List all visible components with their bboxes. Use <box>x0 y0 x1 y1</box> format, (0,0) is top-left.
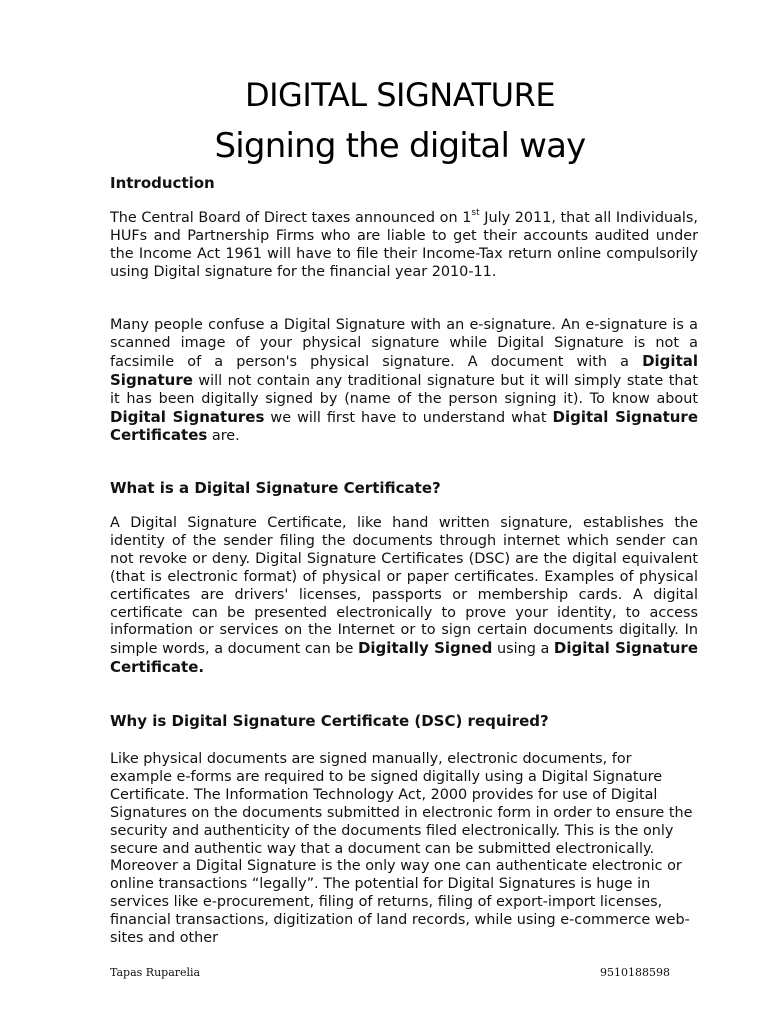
intro-p2-text-c: will not contain any traditional signature but it will simply state that it has been digitally signed by (name of the person signing it). To know about <box>110 372 698 407</box>
bold-term-digital-signatures: Digital Signatures <box>110 407 265 426</box>
ordinal-suffix: st <box>471 208 480 219</box>
document-subtitle: Signing the digital way <box>214 126 586 166</box>
section-heading-introduction: Introduction <box>110 174 215 192</box>
intro-paragraph-1 <box>110 210 698 282</box>
bold-term-digitally-signed: Digitally Signed <box>357 639 493 658</box>
section-heading-why-dsc-required: Why is Digital Signature Certificate (DSC) required? <box>110 712 549 730</box>
what-p-text-c: using a <box>492 641 554 658</box>
why-dsc-paragraph: Like physical documents are signed manually, electronic documents, for example e-forms are required to be signed digitally using a Digital Signature Certificate. The Information Technology Act, 2000 provides for use of Digital Signatures on the documents submitted in electronic form in order to ensure the security and authenticity of the documents filed electronically. This is the only secure and authentic way that a document can be submitted electronically. Moreover a Digital Signature is the only way one can authenticate electronic or online transactions “legally”. The potential for Digital Signatures is huge in services like e-procurement, filing of returns, filing of export-import licenses, financial transactions, digitization of land records, while using e-commerce web-sites and other <box>110 751 693 947</box>
section-heading-what-is-dsc: What is a Digital Signature Certificate? <box>110 479 441 497</box>
intro-p2-text-e: are. <box>207 428 240 445</box>
bold-term-digital-signature: Digital Signature <box>110 351 698 389</box>
intro-p2-text-d: we will first have to understand what <box>264 409 553 426</box>
intro-p2-text-a: Many people confuse a Digital Signature with an e-signature. An e-signature is a scanned image of your physical signature while Digital Signature is not a facsimile of a person's physical signature. A document with a <box>110 317 698 370</box>
what-is-dsc-paragraph <box>110 515 698 678</box>
bold-term-digital-signature-certificates: Digital Signature Certificates <box>110 407 698 445</box>
intro-paragraph-2 <box>110 317 698 446</box>
footer-author: Tapas Ruparelia <box>110 966 201 979</box>
intro-p1-text-b: July 2011, that all Individuals, HUFs and Partnership Firms who are liable to get their accounts audited under the Income Act 1961 will have to file their Income-Tax return online compulsorily using Digital signature for the financial year 2010-11. <box>110 210 698 280</box>
document-title: DIGITAL SIGNATURE <box>244 76 556 114</box>
bold-term-digital-signature-certificate: Digital Signature Certificate. <box>110 639 699 677</box>
footer-phone: 9510188598 <box>600 966 670 979</box>
intro-p1-text-a: The Central Board of Direct taxes announced on 1 <box>110 210 472 226</box>
what-p-text-a: A Digital Signature Certificate, like hand written signature, establishes the identity of the sender filing the documents through internet which sender can not revoke or deny. Digital Signature Certificates (DSC) are the digital equivalent (that is electronic format) of physical or paper certificates. Examples of physical certificates are drivers' licenses, passports or membership cards. A digital certificate can be presented electronically to prove your identity, to access information or services on the Internet or to sign certain documents digitally. In simple words, a document can be <box>110 515 698 658</box>
